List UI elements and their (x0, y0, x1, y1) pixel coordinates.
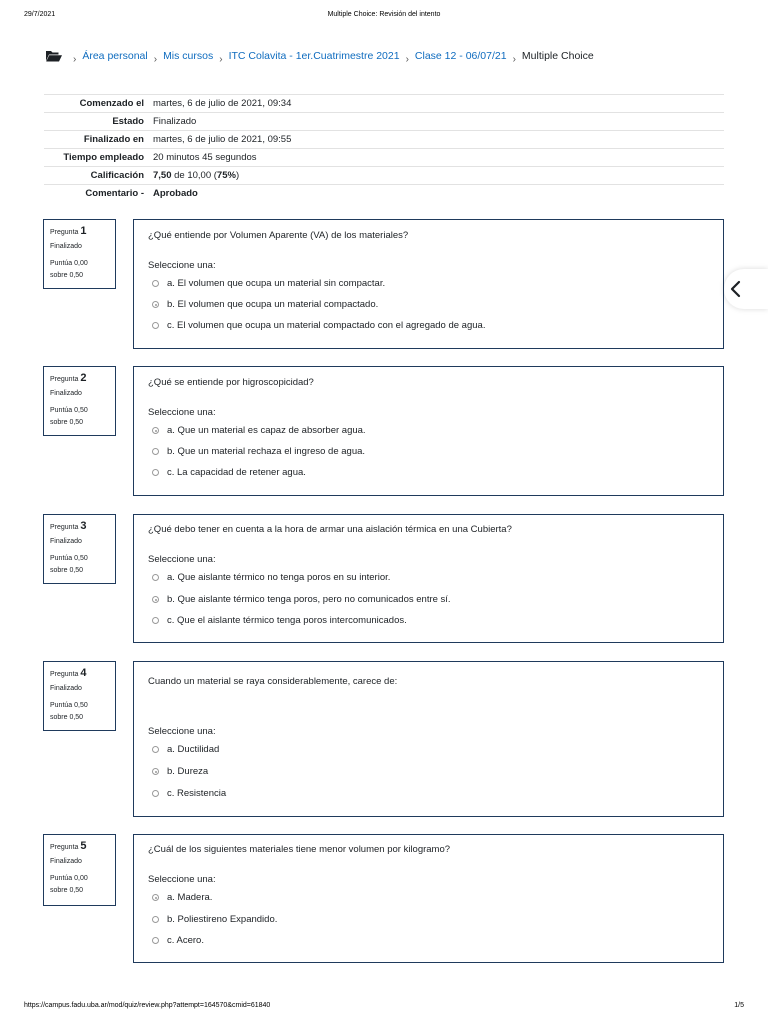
answer-label: a. Que aislante térmico no tenga poros en su interior. (167, 572, 391, 583)
question-state: Finalizado (50, 685, 82, 692)
question-info (43, 661, 116, 731)
question-label: Pregunta (50, 376, 79, 383)
question-state: Finalizado (50, 858, 82, 865)
breadcrumb-item-area-personal[interactable]: Área personal (82, 50, 148, 62)
answer-option[interactable] (152, 594, 451, 605)
answer-option[interactable] (152, 892, 212, 903)
summary-value: Aprobado (153, 188, 198, 199)
radio-button[interactable] (152, 448, 159, 455)
question-number (50, 225, 109, 237)
radio-button[interactable] (152, 937, 159, 944)
question-label: Pregunta (50, 844, 79, 851)
summary-row-time (44, 149, 724, 167)
radio-button[interactable] (152, 916, 159, 923)
question-grade (50, 873, 109, 897)
radio-button[interactable] (152, 746, 159, 753)
chevron-left-icon (728, 280, 742, 298)
answer-prompt: Seleccione una: (148, 874, 216, 885)
question-grade (50, 700, 109, 724)
answer-label: c. Acero. (167, 935, 204, 946)
question-text: ¿Qué entiende por Volumen Aparente (VA) de los materiales? (148, 230, 409, 241)
summary-label: Calificación (90, 170, 144, 181)
question-content (133, 514, 724, 643)
question-info (43, 366, 116, 436)
question-number (50, 840, 109, 852)
grade-line: sobre 0,50 (50, 714, 84, 721)
radio-button[interactable] (152, 301, 159, 308)
breadcrumb-item-course[interactable]: ITC Colavita - 1er.Cuatrimestre 2021 (228, 50, 400, 62)
question-num: 2 (80, 372, 87, 384)
answer-label: b. Que aislante térmico tenga poros, pero no comunicados entre sí. (167, 594, 451, 605)
answer-option[interactable] (152, 299, 378, 310)
radio-button[interactable] (152, 596, 159, 603)
radio-button[interactable] (152, 469, 159, 476)
radio-button[interactable] (152, 574, 159, 581)
answer-prompt: Seleccione una: (148, 554, 216, 565)
question-state: Finalizado (50, 243, 82, 250)
question-info (43, 834, 116, 906)
question-number (50, 372, 109, 384)
question-text: Cuando un material se raya considerablemente, carece de: (148, 676, 398, 687)
print-url: https://campus.fadu.uba.ar/mod/quiz/review.php?attempt=164570&cmid=61840 (24, 1002, 271, 1009)
question-num: 3 (80, 520, 87, 532)
answer-option[interactable] (152, 788, 226, 799)
radio-button[interactable] (152, 894, 159, 901)
answer-label: c. La capacidad de retener agua. (167, 467, 306, 478)
summary-row-finished (44, 131, 724, 149)
print-footer (0, 1002, 768, 1014)
summary-label: Tiempo empleado (63, 152, 144, 163)
question-text: ¿Qué debo tener en cuenta a la hora de armar una aislación térmica en una Cubierta? (148, 524, 512, 535)
grade-line: sobre 0,50 (50, 887, 84, 894)
chevron-right-icon: › (405, 53, 409, 65)
radio-button[interactable] (152, 617, 159, 624)
grade-line: sobre 0,50 (50, 567, 84, 574)
grade-line: sobre 0,50 (50, 419, 84, 426)
grade-line: Puntúa 0,00 (50, 260, 88, 267)
answer-label: c. Resistencia (167, 788, 227, 799)
question-grade (50, 405, 109, 429)
grade-line: Puntúa 0,50 (50, 407, 88, 414)
chevron-right-icon: › (219, 53, 223, 65)
answer-option[interactable] (152, 425, 366, 436)
summary-label: Comentario - (85, 188, 144, 199)
breadcrumb-item-mis-cursos[interactable]: Mis cursos (163, 50, 214, 62)
grade-line: Puntúa 0,50 (50, 702, 88, 709)
question-info (43, 219, 116, 289)
question-content (133, 661, 724, 817)
question-num: 5 (80, 840, 87, 852)
answer-option[interactable] (152, 766, 208, 777)
question-num: 4 (80, 667, 87, 679)
grade-line: Puntúa 0,00 (50, 875, 88, 882)
answer-prompt: Seleccione una: (148, 407, 216, 418)
summary-value: Finalizado (153, 116, 197, 127)
answer-option[interactable] (152, 744, 219, 755)
answer-label: a. El volumen que ocupa un material sin compactar. (167, 278, 386, 289)
question-grade (50, 553, 109, 577)
question-grade (50, 258, 109, 282)
answer-option[interactable] (152, 278, 385, 289)
answer-option[interactable] (152, 320, 485, 331)
summary-label: Estado (112, 116, 144, 127)
chevron-right-icon: › (153, 53, 158, 65)
question-state: Finalizado (50, 390, 82, 397)
print-header (0, 11, 768, 23)
answer-label: a. Madera. (167, 892, 213, 903)
radio-button[interactable] (152, 280, 159, 287)
chevron-right-icon: › (512, 53, 516, 65)
answer-label: a. Que un material es capaz de absorber agua. (167, 425, 366, 436)
summary-value (153, 170, 724, 181)
radio-button[interactable] (152, 322, 159, 329)
grade-close: ) (235, 170, 240, 181)
question-state: Finalizado (50, 538, 82, 545)
question-number (50, 520, 109, 532)
question-num: 1 (80, 225, 87, 237)
radio-button[interactable] (152, 790, 159, 797)
summary-label: Comenzado el (79, 98, 144, 109)
summary-row-state (44, 113, 724, 131)
breadcrumb (46, 46, 594, 66)
question-label: Pregunta (50, 671, 79, 678)
breadcrumb-item-section[interactable]: Clase 12 - 06/07/21 (414, 50, 507, 62)
folder-open-icon[interactable] (46, 50, 62, 62)
answer-option[interactable] (152, 572, 390, 583)
question-text: ¿Cuál de los siguientes materiales tiene menor volumen por kilogramo? (148, 844, 451, 855)
summary-value: 20 minutos 45 segundos (153, 152, 257, 163)
grade-of: de 10,00 ( (171, 170, 217, 181)
question-text: ¿Qué se entiende por higroscopicidad? (148, 377, 314, 388)
summary-value: martes, 6 de julio de 2021, 09:55 (153, 134, 292, 145)
answer-label: b. Dureza (167, 766, 209, 777)
grade-line: Puntúa 0,50 (50, 555, 88, 562)
print-page-number: 1/5 (734, 1002, 744, 1009)
answer-option[interactable] (152, 615, 407, 626)
answer-option[interactable] (152, 467, 306, 478)
answer-option[interactable] (152, 446, 365, 457)
answer-option[interactable] (152, 914, 277, 925)
question-content (133, 366, 724, 496)
radio-button[interactable] (152, 768, 159, 775)
summary-row-started (44, 95, 724, 113)
summary-value: martes, 6 de julio de 2021, 09:34 (153, 98, 292, 109)
summary-row-comment (44, 185, 724, 202)
answer-prompt: Seleccione una: (148, 726, 216, 737)
radio-button[interactable] (152, 427, 159, 434)
question-content (133, 834, 724, 963)
answer-label: b. Poliestireno Expandido. (167, 914, 278, 925)
grade-score: 7,50 (153, 170, 172, 181)
answer-label: b. Que un material rechaza el ingreso de agua. (167, 446, 366, 457)
grade-percent: 75% (216, 170, 236, 181)
answer-label: b. El volumen que ocupa un material compactado. (167, 299, 379, 310)
attempt-summary-table (44, 94, 724, 202)
grade-line: sobre 0,50 (50, 272, 84, 279)
summary-label: Finalizado en (83, 134, 144, 145)
summary-row-grade (44, 167, 724, 185)
question-content (133, 219, 724, 349)
chevron-right-icon: › (73, 53, 77, 65)
question-number (50, 667, 109, 679)
print-date: 29/7/2021 (24, 11, 56, 18)
question-label: Pregunta (50, 229, 79, 236)
breadcrumb-current: Multiple Choice (521, 50, 594, 62)
answer-label: c. El volumen que ocupa un material compactado con el agregado de agua. (167, 320, 486, 331)
question-info (43, 514, 116, 584)
question-label: Pregunta (50, 524, 79, 531)
drawer-toggle-button[interactable] (724, 269, 768, 309)
answer-prompt: Seleccione una: (148, 260, 216, 271)
answer-label: c. Que el aislante térmico tenga poros intercomunicados. (167, 615, 407, 626)
answer-label: a. Ductilidad (167, 744, 220, 755)
print-title: Multiple Choice: Revisión del intento (327, 11, 441, 18)
answer-option[interactable] (152, 935, 204, 946)
